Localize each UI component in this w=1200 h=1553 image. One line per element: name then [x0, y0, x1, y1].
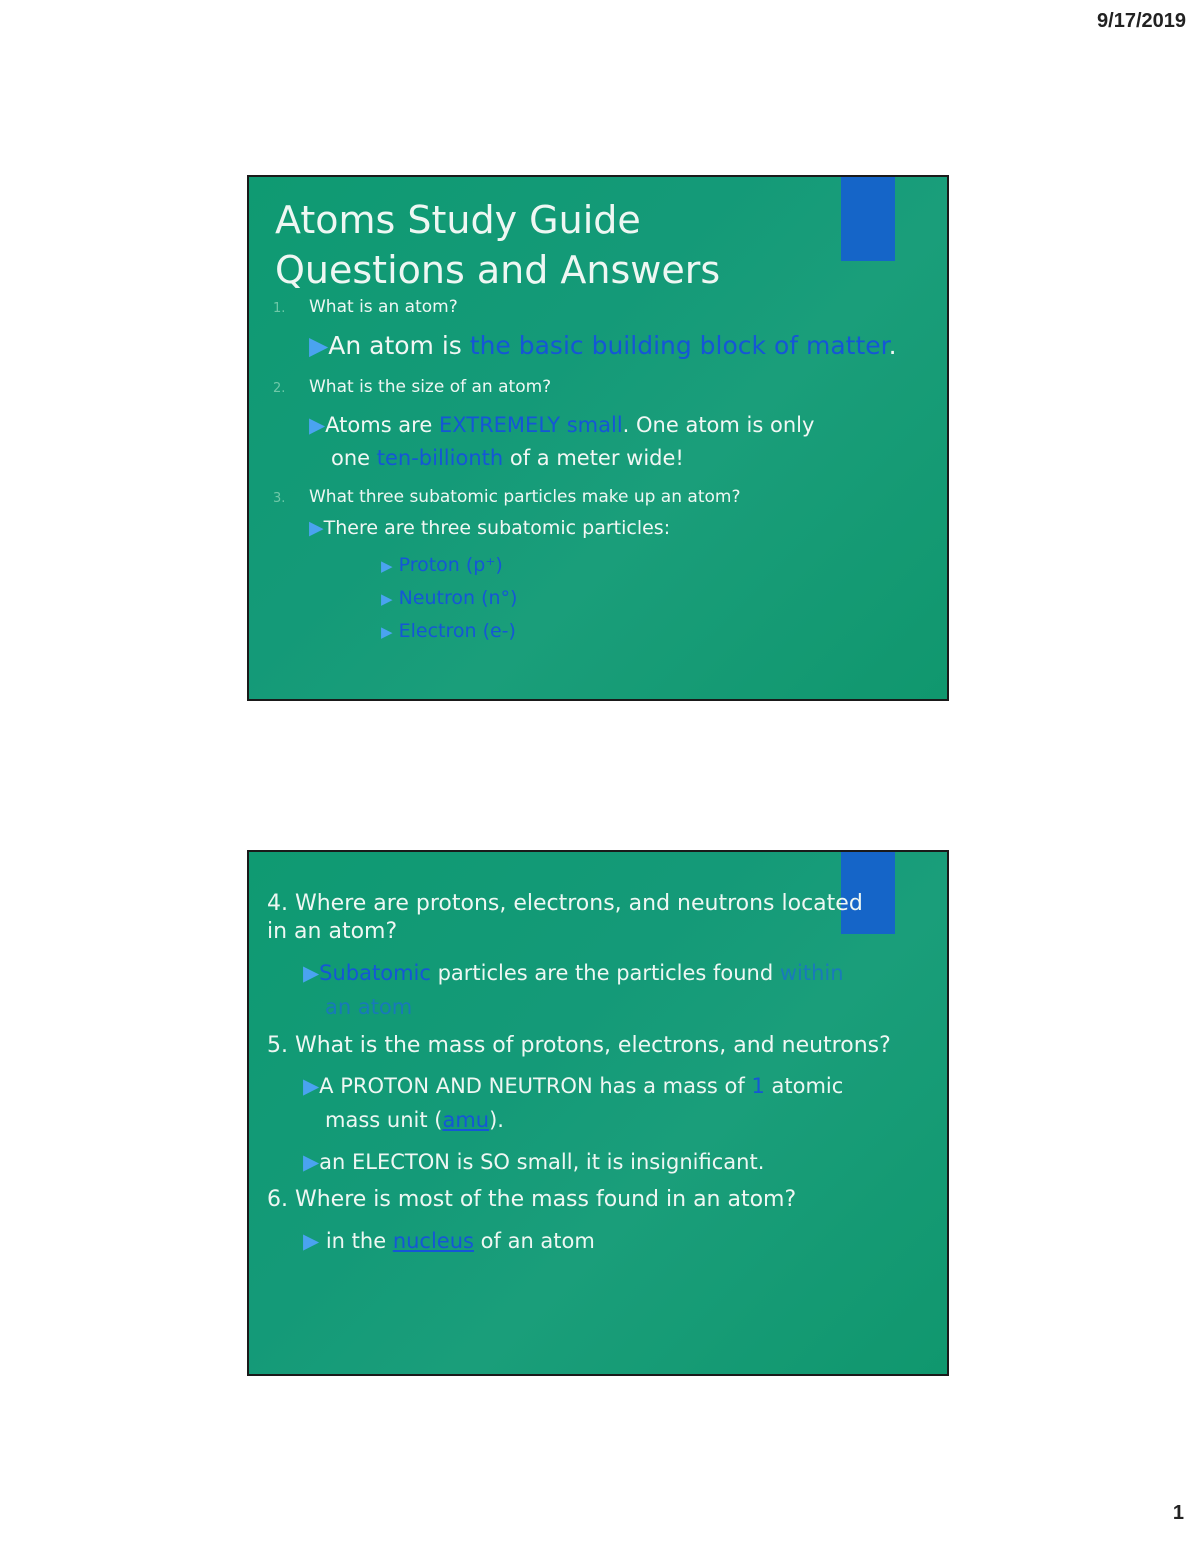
question-3 — [273, 487, 740, 507]
question-text: What is an atom? — [309, 297, 458, 317]
page-date: 9/17/2019 — [1097, 10, 1186, 32]
question-4 — [267, 890, 863, 946]
answer-text: . — [888, 331, 897, 360]
slide-title — [275, 195, 720, 295]
particle-item — [381, 587, 517, 609]
answer-text: one — [331, 446, 377, 470]
nucleus-link[interactable]: nucleus — [392, 1229, 474, 1253]
answer-text: in the — [325, 1229, 393, 1253]
particle-item — [381, 554, 503, 576]
answer-5a — [303, 1069, 903, 1137]
particle-label: Proton (p⁺) — [398, 554, 503, 576]
answer-text: atomic — [764, 1074, 844, 1098]
answer-text: A PROTON AND NEUTRON has a mass of — [319, 1074, 752, 1098]
answer-text: There are three subatomic particles: — [323, 517, 671, 539]
question-text: 4. Where are protons, electrons, and neutrons located — [267, 891, 863, 916]
answer-highlight: 1 — [751, 1074, 765, 1098]
answer-text: of an atom — [473, 1229, 595, 1253]
question-2 — [273, 377, 551, 397]
slide-1 — [247, 175, 949, 701]
answer-6 — [303, 1224, 903, 1258]
question-text: in an atom? — [267, 919, 398, 944]
answer-2 — [309, 409, 869, 475]
accent-bar — [841, 177, 895, 261]
question-1 — [273, 297, 458, 317]
answer-text: particles are the particles found — [430, 961, 780, 985]
question-number: 2. — [273, 381, 286, 396]
triangle-bullet-icon: ▶ — [381, 590, 393, 608]
title-line-2: Questions and Answers — [275, 248, 721, 292]
answer-text: ). — [489, 1108, 504, 1132]
triangle-bullet-icon: ▶ — [309, 331, 329, 360]
answer-text: an ELECTON is SO small, it is insignificant. — [319, 1150, 765, 1174]
amu-link[interactable]: amu — [442, 1108, 490, 1132]
question-6: 6. Where is most of the mass found in an atom? — [267, 1187, 797, 1212]
triangle-bullet-icon: ▶ — [309, 517, 324, 539]
question-number: 3. — [273, 491, 286, 506]
triangle-bullet-icon: ▶ — [303, 1229, 320, 1253]
triangle-bullet-icon: ▶ — [381, 557, 393, 575]
answer-1 — [309, 331, 897, 360]
triangle-bullet-icon: ▶ — [309, 413, 326, 437]
answer-text: Atoms are — [325, 413, 439, 437]
answer-highlight: the basic building block of matter — [469, 331, 889, 360]
title-line-1: Atoms Study Guide — [275, 198, 641, 242]
answer-highlight: an atom — [325, 995, 413, 1019]
answer-highlight: within — [779, 961, 844, 985]
particle-label: Electron (e-) — [398, 620, 516, 642]
answer-highlight: EXTREMELY small — [438, 413, 623, 437]
answer-text: . One atom is only — [622, 413, 815, 437]
particle-item — [381, 620, 516, 642]
answer-highlight: Subatomic — [319, 961, 431, 985]
slide-2 — [247, 850, 949, 1376]
triangle-bullet-icon: ▶ — [303, 961, 320, 985]
answer-3 — [309, 517, 670, 539]
answer-text: mass unit ( — [325, 1108, 443, 1132]
answer-highlight: ten-billionth — [376, 446, 504, 470]
question-text: What is the size of an atom? — [309, 377, 552, 397]
page-number: 1 — [1172, 1502, 1184, 1524]
answer-text: An atom is — [328, 331, 470, 360]
question-text: What three subatomic particles make up an atom? — [309, 487, 741, 507]
answer-4 — [303, 956, 903, 1024]
triangle-bullet-icon: ▶ — [303, 1074, 320, 1098]
question-number: 1. — [273, 301, 286, 316]
particle-label: Neutron (n°) — [398, 587, 518, 609]
answer-text: of a meter wide! — [503, 446, 684, 470]
question-5: 5. What is the mass of protons, electrons, and neutrons? — [267, 1033, 891, 1058]
answer-5b — [303, 1145, 903, 1179]
triangle-bullet-icon: ▶ — [381, 623, 393, 641]
triangle-bullet-icon: ▶ — [303, 1150, 320, 1174]
